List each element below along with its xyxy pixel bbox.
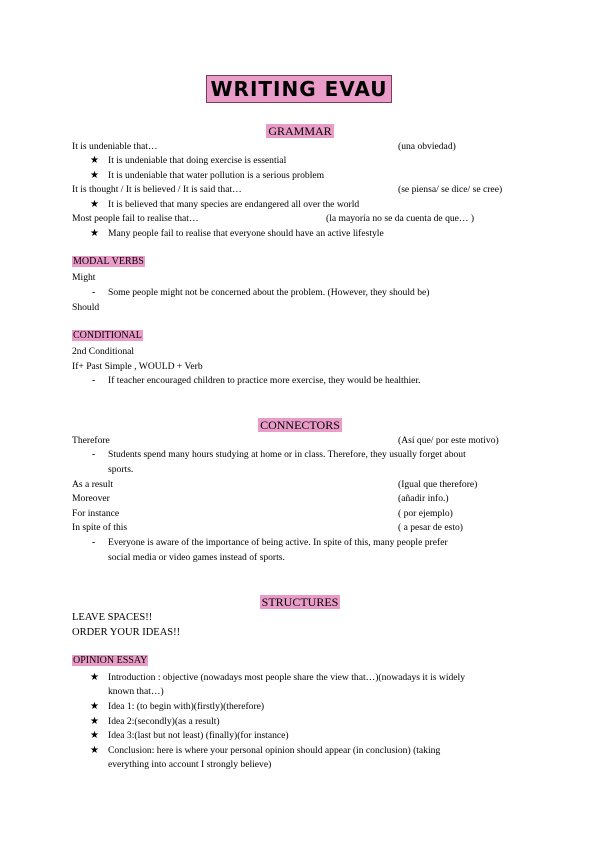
grammar-note-1: (una obviedad) — [398, 141, 456, 152]
star-bullet-icon: ★ — [90, 716, 99, 727]
modal-might: Might — [72, 272, 96, 283]
star-bullet-icon: ★ — [90, 745, 99, 756]
connector-instance: For instance — [72, 508, 120, 519]
opinion-bullet-1a: Introduction : objective (nowadays most people share the view that…)(nowadays it is widely — [108, 672, 466, 683]
grammar-line-3: Most people fail to realise that… — [72, 213, 199, 224]
opinion-bullet-2: Idea 1: (to begin with)(firstly)(therefore) — [108, 701, 265, 712]
star-bullet-icon: ★ — [90, 170, 99, 181]
modal-example: Some people might not be concerned about the problem. (However, they should be) — [108, 287, 430, 298]
grammar-example-3: Many people fail to realise that everyone should have an active lifestyle — [108, 228, 384, 239]
opinion-bullet-3: Idea 2:(secondly)(as a result) — [108, 716, 220, 727]
page-title: WRITING EVAU — [206, 75, 392, 103]
opinion-bullet-5b: everything into account I strongly believe) — [108, 759, 272, 770]
star-bullet-icon: ★ — [90, 155, 99, 166]
connector-therefore-note: (Así que/ por este motivo) — [398, 435, 499, 446]
structures-heading: STRUCTURES — [261, 595, 339, 609]
dash-bullet: - — [92, 287, 96, 298]
structures-line-1: LEAVE SPACES!! — [72, 612, 153, 623]
connector-spite: In spite of this — [72, 522, 128, 533]
connector-moreover-note: (añadir info.) — [398, 493, 449, 504]
opinion-bullet-5a: Conclusion: here is where your personal opinion should appear (in conclusion) (taking — [108, 745, 441, 756]
grammar-line-1: It is undeniable that… — [72, 141, 158, 152]
connector-therefore: Therefore — [72, 435, 110, 446]
grammar-line-2: It is thought / It is believed / It is said that… — [72, 184, 242, 195]
dash-bullet: - — [92, 449, 96, 460]
grammar-heading: GRAMMAR — [268, 124, 332, 138]
opinion-bullet-4: Idea 3:(last but not least) (finally)(for instance) — [108, 730, 289, 741]
grammar-note-2: (se piensa/ se dice/ se cree) — [398, 184, 503, 195]
conditional-heading: CONDITIONAL — [73, 330, 142, 341]
connector-example-2a: Everyone is aware of the importance of being active. In spite of this, many people prefer — [108, 537, 448, 548]
connector-result-note: (Igual que therefore) — [398, 479, 478, 490]
star-bullet-icon: ★ — [90, 228, 99, 239]
conditional-line-1: 2nd Conditional — [72, 346, 135, 357]
connector-example-1b: sports. — [108, 464, 134, 475]
dash-bullet: - — [92, 375, 96, 386]
connectors-heading: CONNECTORS — [260, 418, 340, 432]
opinion-bullet-1b: known that…) — [108, 686, 164, 697]
star-bullet-icon: ★ — [90, 730, 99, 741]
grammar-example-1a: It is undeniable that doing exercise is essential — [108, 155, 287, 166]
opinion-essay-heading: OPINION ESSAY — [73, 655, 148, 666]
star-bullet-icon: ★ — [90, 701, 99, 712]
grammar-note-3: (la mayoría no se da cuenta de que… ) — [326, 213, 475, 224]
connector-instance-note: ( por ejemplo) — [398, 508, 453, 519]
connector-spite-note: ( a pesar de esto) — [398, 522, 463, 533]
structures-line-2: ORDER YOUR IDEAS!! — [72, 627, 181, 638]
connector-example-2b: social media or video games instead of sports. — [108, 552, 285, 563]
conditional-line-2: If+ Past Simple , WOULD + Verb — [72, 361, 203, 372]
grammar-example-2: It is believed that many species are endangered all over the world — [108, 199, 360, 210]
modal-verbs-heading: MODAL VERBS — [73, 256, 144, 267]
modal-should: Should — [72, 302, 100, 313]
dash-bullet: - — [92, 537, 96, 548]
star-bullet-icon: ★ — [90, 199, 99, 210]
connector-example-1a: Students spend many hours studying at home or in class. Therefore, they usually forget about — [108, 449, 466, 460]
conditional-example: If teacher encouraged children to practice more exercise, they would be healthier. — [108, 375, 421, 386]
connector-result: As a result — [72, 479, 114, 490]
connector-moreover: Moreover — [72, 493, 110, 504]
grammar-example-1b: It is undeniable that water pollution is a serious problem — [108, 170, 325, 181]
star-bullet-icon: ★ — [90, 672, 99, 683]
